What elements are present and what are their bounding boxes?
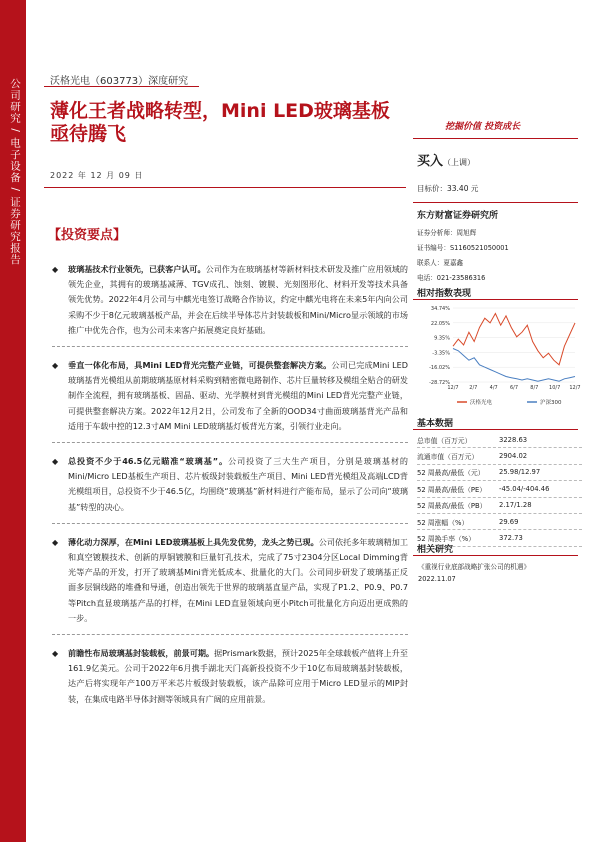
legend-label: 沪深300 [540,400,562,406]
table-row [417,432,582,448]
right-rule [413,202,578,203]
point-text: 公司依托多年玻璃精加工和真空镀膜技术、创新的厚铜镀膜和巨量钉孔技术，完成了75寸2304分区Local Dimming背光等产品的开发，打开了玻璃基Mini背光低成本、批量化的大门。公司同步研发了玻璃基正反面多层铜线路的堆叠和导通，创造出领先于世界的玻璃基直显产品，实现了P1.2、P0.9、P0.7等Pitch直显玻璃基产品的打样，在Mini LED直显领域向更小Pitch可批量化方向迈出更成熟的一步。 [68,536,408,623]
series-line [453,314,575,365]
point-text: 公司已完成Mini LED玻璃基背光模组从前期玻璃基原材料采购到精密微电路制作、芯片巨量转移及模组全贴合的研发制作全流程，拥有玻璃基板、固晶、驱动、光学膜材到背光模组的Mini LED背光完整产业链，可提供整套解决方案。2022年12月2日，公司发布了全新的OOD34寸曲面玻璃基背光产品和适用于车载中控的12.3寸AM Mini LED玻璃基灯板背光方案，引领行业走向。 [68,360,408,431]
point-lead: 垂直一体化布局，具Mini LED背光完整产业链，可提供整套解决方案。 [68,360,332,371]
diamond-icon: ◆ [52,649,59,659]
point-item [52,646,408,715]
point-text: 据Prismark数据，预计2025年全球载板产值将上升至161.9亿美元。公司于2022年6月携手湖北天门高新投投资不少于10亿布局玻璃基封装载板，达产后将实现年产100万平米芯片板级封装载板，该产品除可应用于Micro LED显示的MIP封装，在集成电路半导体封测等领域具有广阔的应用前景。 [68,648,408,704]
x-tick-label: 2/7 [469,385,478,391]
diamond-icon: ◆ [52,537,59,547]
table-row [417,465,582,481]
analyst-line: 电话：021-23586316 [417,274,486,282]
point-lead: 玻璃基技术行业领先，已获客户认可。 [68,264,206,274]
table-row [417,448,582,464]
relative-index-chart [417,302,582,412]
y-tick-label: -28.72% [429,380,450,386]
row-value: -45.04/-404.46 [499,484,550,493]
page-title: 薄化王者战略转型，Mini LED玻璃基板亟待腾飞 [50,100,390,145]
analyst-info [417,226,509,286]
row-key: 52 周换手率（%） [417,535,476,544]
analyst-line: 证券分析师：周旭辉 [417,229,477,237]
row-value: 2904.02 [499,452,528,461]
point-item [52,358,408,443]
diamond-icon: ◆ [52,265,59,274]
point-lead: 前瞻性布局玻璃基封装载板，前景可期。 [68,648,215,659]
y-tick-label: 22.05% [430,320,450,327]
right-rule [413,138,578,139]
x-tick-label: 12/7 [569,385,581,391]
x-tick-label: 10/7 [549,385,561,391]
point-text: 公司投资了三大生产项目，分别是玻璃基材的Mini/Micro LED基板生产项目、芯片板级封装载板生产项目、Mini LED背光模组及高端LCD背光模组项目，总投资不少于46.5亿，均围绕“玻璃基”新材料进行产能布局，显示了公司向“玻璃基”转型的决心。 [68,456,408,512]
y-tick-label: -3.35% [432,350,450,357]
y-tick-label: 9.35% [434,335,450,342]
sidebar [0,0,26,842]
analyst-line: 证书编号：S1160521050001 [417,244,509,252]
x-tick-label: 12/7 [447,385,459,391]
point-item [52,535,408,635]
x-tick-label: 4/7 [489,385,498,391]
firm-name: 东方财富证券研究所 [417,211,499,221]
point-lead: 薄化动力深厚，在Mini LED玻璃基板上具先发优势，龙头之势已现。 [68,536,319,547]
point-item [52,454,408,524]
diamond-icon: ◆ [52,457,59,467]
related-link[interactable]: 《重视行业底部战略扩张公司的机遇》 [418,563,531,571]
rating-note: （上调） [443,158,476,167]
point-lead: 总投资不少于46.5亿元瞄准“玻璃基”。 [68,456,229,467]
table-row [417,481,582,497]
key-points [52,262,408,726]
x-tick-label: 6/7 [509,385,519,391]
row-value: 3228.63 [499,435,528,444]
target-price: 目标价：33.40 元 [417,184,479,193]
row-value: 372.73 [499,534,523,543]
report-date: 2022 年 12 月 09 日 [50,171,144,180]
title-divider [44,187,406,188]
related-heading: 相关研究 [417,545,454,555]
slogan: 挖掘价值 投资成长 [445,122,521,132]
right-rule [413,555,578,556]
right-rule [413,299,578,300]
basic-data-heading: 基本数据 [417,419,454,429]
row-value: 29.69 [499,517,519,526]
row-key: 流通市值（百万元） [417,453,479,462]
company-name: 沃格光电（603773）深度研究 [50,76,189,87]
table-row [417,514,582,530]
chart-heading: 相对指数表现 [417,289,472,299]
analyst-line: 联系人：夏嘉鑫 [417,259,464,267]
rating-label: 买入 [417,154,444,169]
row-key: 52 周最高/最低（元） [417,469,485,478]
diamond-icon: ◆ [52,361,59,371]
legend-label: 沃格光电 [470,400,493,406]
y-tick-label: -16.02% [429,365,450,372]
row-value: 25.98/12.97 [499,468,541,477]
row-key: 52 周涨幅（%） [417,518,469,527]
row-value: 2.17/1.28 [499,501,532,510]
row-key: 52 周最高/最低（PB） [417,502,487,511]
basic-data-table [417,432,582,547]
point-item [52,262,408,347]
series-line [453,349,575,382]
y-tick-label: 34.74% [430,306,450,312]
row-key: 总市值（百万元） [417,436,472,445]
header-rule [44,86,199,87]
rating [417,150,475,169]
right-rule [413,429,578,430]
row-key: 52 周最高/最低（PE） [417,485,487,494]
table-row [417,498,582,514]
section-title: 【投资要点】 [48,228,127,243]
sidebar-label: 公司研究 / 电子设备 / 证券研究报告 [9,78,21,266]
x-tick-label: 8/7 [530,385,539,391]
related-date: 2022.11.07 [418,575,456,583]
point-text: 公司作为在玻璃基材等新材料技术研发及推广应用领域的领先企业，其拥有的玻璃基减薄、TGV成孔、蚀刻、镀膜、光刻图形化、材料开发等技术具备领先优势。2022年4月公司与中麒光电签订战略合作协议，约定中麒光电将在未来5年内向公司采购不少于8亿元玻璃基板产品，并会在后续半导体芯片封装载板和Mini/Micro显示领域的市场推广中优先合作，也为公司未来客户拓展奠定良好基础。 [68,264,408,335]
